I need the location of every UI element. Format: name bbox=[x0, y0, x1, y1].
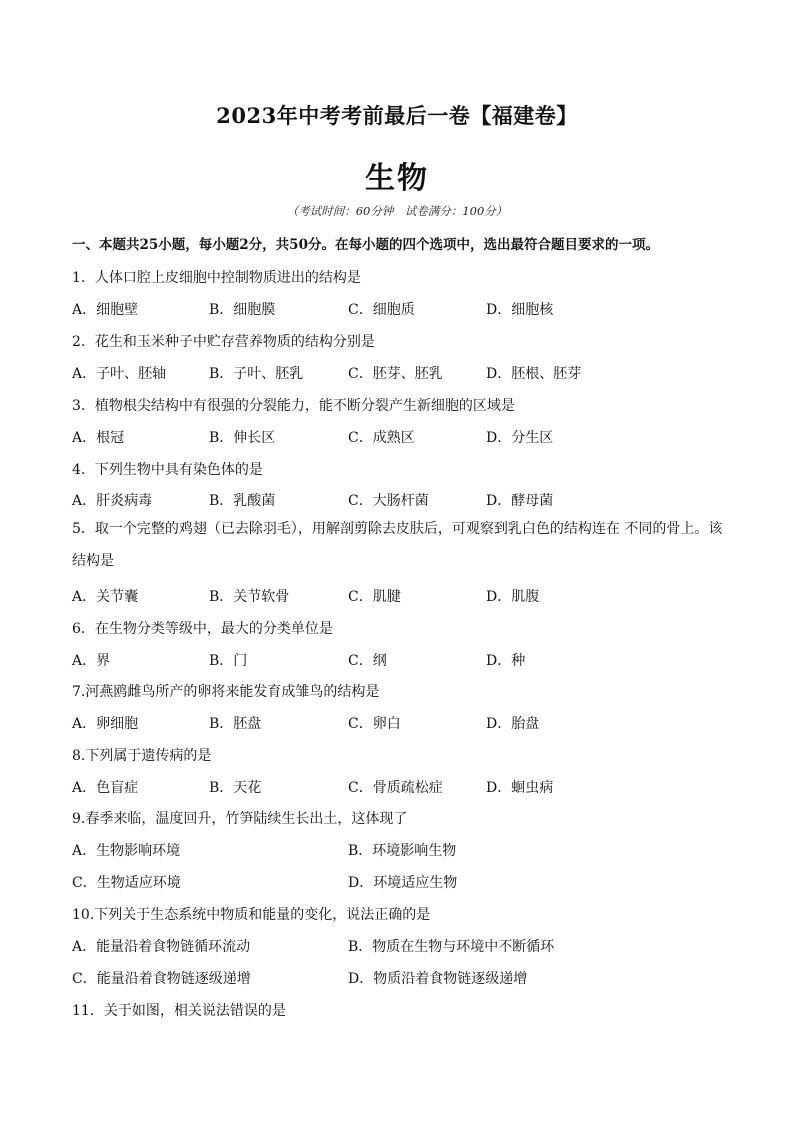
exam-time-info: （考试时间：60分钟 试卷满分：100分） bbox=[286, 204, 508, 218]
option-a: A．界 bbox=[72, 653, 111, 669]
option-c: C．细胞质 bbox=[348, 302, 415, 318]
question-9-options-row-2 bbox=[72, 872, 732, 892]
option-b: B．天花 bbox=[209, 780, 262, 796]
question-5-stem: 5．取一个完整的鸡翅（已去除羽毛），用解剖剪除去皮肤后，可观察到乳白色的结构连在 不同的骨上。该结构是 bbox=[72, 521, 723, 569]
option-a: A．生物影响环境 bbox=[72, 843, 181, 859]
option-a: A．细胞壁 bbox=[72, 302, 139, 318]
option-d: D．肌腹 bbox=[486, 589, 540, 605]
option-b: B．子叶、胚乳 bbox=[209, 366, 304, 382]
option-a: A．卵细胞 bbox=[72, 716, 139, 732]
question-1-stem: 1．人体口腔上皮细胞中控制物质进出的结构是 bbox=[72, 270, 361, 286]
question-2-options bbox=[72, 363, 732, 383]
option-b: B．胚盘 bbox=[209, 716, 262, 732]
option-d: D．蛔虫病 bbox=[486, 780, 554, 796]
option-a: A．根冠 bbox=[72, 430, 125, 446]
option-b: B．伸长区 bbox=[209, 430, 276, 446]
option-c: C．纲 bbox=[348, 653, 387, 669]
option-d: D．酵母菌 bbox=[486, 493, 554, 509]
option-b: B．门 bbox=[209, 653, 248, 669]
option-c: C．大肠杆菌 bbox=[348, 493, 429, 509]
question-4-options bbox=[72, 490, 732, 510]
question-3-stem: 3．植物根尖结构中有很强的分裂能力，能不断分裂产生新细胞的区域是 bbox=[72, 398, 515, 414]
exam-title: 2023年中考考前最后一卷【福建卷】 bbox=[216, 103, 578, 128]
option-b: B．物质在生物与环境中不断循环 bbox=[348, 939, 555, 955]
option-d: D．胚根、胚芽 bbox=[486, 366, 582, 382]
option-c: C．胚芽、胚乳 bbox=[348, 366, 443, 382]
question-7-options bbox=[72, 713, 732, 733]
option-a: A．能量沿着食物链循环流动 bbox=[72, 939, 251, 955]
option-d: D．种 bbox=[486, 653, 526, 669]
question-4-stem: 4．下列生物中具有染色体的是 bbox=[72, 462, 263, 478]
question-10-stem: 10.下列关于生态系统中物质和能量的变化，说法正确的是 bbox=[72, 907, 431, 923]
question-1-options bbox=[72, 299, 732, 319]
option-a: A．关节囊 bbox=[72, 589, 139, 605]
option-d: D．物质沿着食物链逐级递增 bbox=[348, 971, 528, 987]
question-6-stem: 6．在生物分类等级中，最大的分类单位是 bbox=[72, 621, 333, 637]
question-10-options-row-2 bbox=[72, 968, 732, 988]
option-c: C．生物适应环境 bbox=[72, 875, 181, 891]
option-b: B．关节软骨 bbox=[209, 589, 290, 605]
question-9-stem: 9.春季来临，温度回升，竹笋陆续生长出土，这体现了 bbox=[72, 811, 408, 827]
question-6-options bbox=[72, 650, 732, 670]
option-d: D．胎盘 bbox=[486, 716, 540, 732]
option-d: D．环境适应生物 bbox=[348, 875, 458, 891]
option-c: C．骨质疏松症 bbox=[348, 780, 443, 796]
option-b: B．环境影响生物 bbox=[348, 843, 457, 859]
option-c: C．能量沿着食物链逐级递增 bbox=[72, 971, 251, 987]
question-8-options bbox=[72, 777, 732, 797]
question-2-stem: 2．花生和玉米种子中贮存营养物质的结构分别是 bbox=[72, 334, 375, 350]
subject-title: 生物 bbox=[365, 161, 429, 196]
question-9-options-row-1 bbox=[72, 840, 732, 860]
option-b: B．细胞膜 bbox=[209, 302, 276, 318]
option-a: A．子叶、胚轴 bbox=[72, 366, 167, 382]
option-c: C．卵白 bbox=[348, 716, 401, 732]
question-10-options-row-1 bbox=[72, 936, 732, 956]
option-a: A．肝炎病毒 bbox=[72, 493, 153, 509]
question-7-stem: 7.河燕鸥雌鸟所产的卵将来能发育成雏鸟的结构是 bbox=[72, 684, 380, 700]
section-heading: 一、本题共25小题，每小题2分，共50分。在每小题的四个选项中，选出最符合题目要求的一项。 bbox=[72, 237, 659, 253]
option-d: D．细胞核 bbox=[486, 302, 554, 318]
question-5-options bbox=[72, 586, 732, 606]
question-8-stem: 8.下列属于遗传病的是 bbox=[72, 748, 212, 764]
question-11-stem: 11．关于如图，相关说法错误的是 bbox=[72, 1003, 286, 1019]
option-c: C．肌腱 bbox=[348, 589, 401, 605]
option-d: D．分生区 bbox=[486, 430, 554, 446]
option-c: C．成熟区 bbox=[348, 430, 415, 446]
question-3-options bbox=[72, 427, 732, 447]
option-a: A．色盲症 bbox=[72, 780, 139, 796]
option-b: B．乳酸菌 bbox=[209, 493, 276, 509]
